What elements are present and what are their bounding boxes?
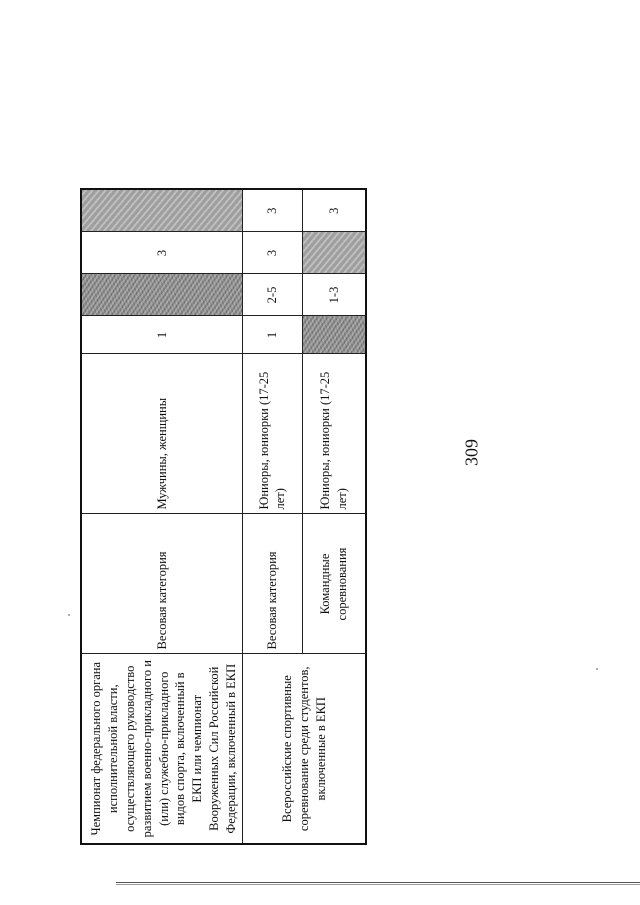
value-cell: 1: [81, 316, 242, 354]
value-cell: 1: [242, 316, 302, 354]
discipline-cell: Весовая категория: [242, 514, 302, 654]
scan-speck: [68, 614, 70, 616]
shaded-cell: [302, 232, 366, 274]
table-row: [242, 189, 302, 844]
value-cell: 3: [81, 232, 242, 274]
event-cell: Всероссийские спортивные соревнование среди студентов, включенные в ЕКП: [242, 654, 366, 844]
shaded-cell: [302, 316, 366, 354]
event-cell: Чемпионат федерального органа исполнительной власти, осуществляющего руководство развитием военно-прикладного и (или) служебно-прикладного видов спорта, включенный в ЕКП или чемпионат Вооруженных Сил Российской Федерации, включенный в ЕКП: [81, 654, 242, 844]
value-cell: 2-5: [242, 274, 302, 316]
page-number: 309: [461, 439, 482, 466]
scan-edge-line: [116, 884, 640, 885]
value-cell: 3: [242, 232, 302, 274]
group-cell: Юниоры, юниорки (17-25 лет): [302, 354, 366, 514]
discipline-cell: Весовая категория: [81, 514, 242, 654]
group-cell: Мужчины, женщины: [81, 354, 242, 514]
scan-edge-line: [116, 882, 640, 883]
value-cell: 3: [302, 189, 366, 232]
value-cell: 3: [242, 189, 302, 232]
results-table: [80, 190, 364, 845]
scan-speck: [596, 668, 598, 670]
discipline-cell: Командные соревнования: [302, 514, 366, 654]
shaded-cell: [81, 274, 242, 316]
table-row: [81, 189, 242, 844]
shaded-cell: [81, 189, 242, 232]
group-cell: Юниоры, юниорки (17-25 лет): [242, 354, 302, 514]
value-cell: 1-3: [302, 274, 366, 316]
